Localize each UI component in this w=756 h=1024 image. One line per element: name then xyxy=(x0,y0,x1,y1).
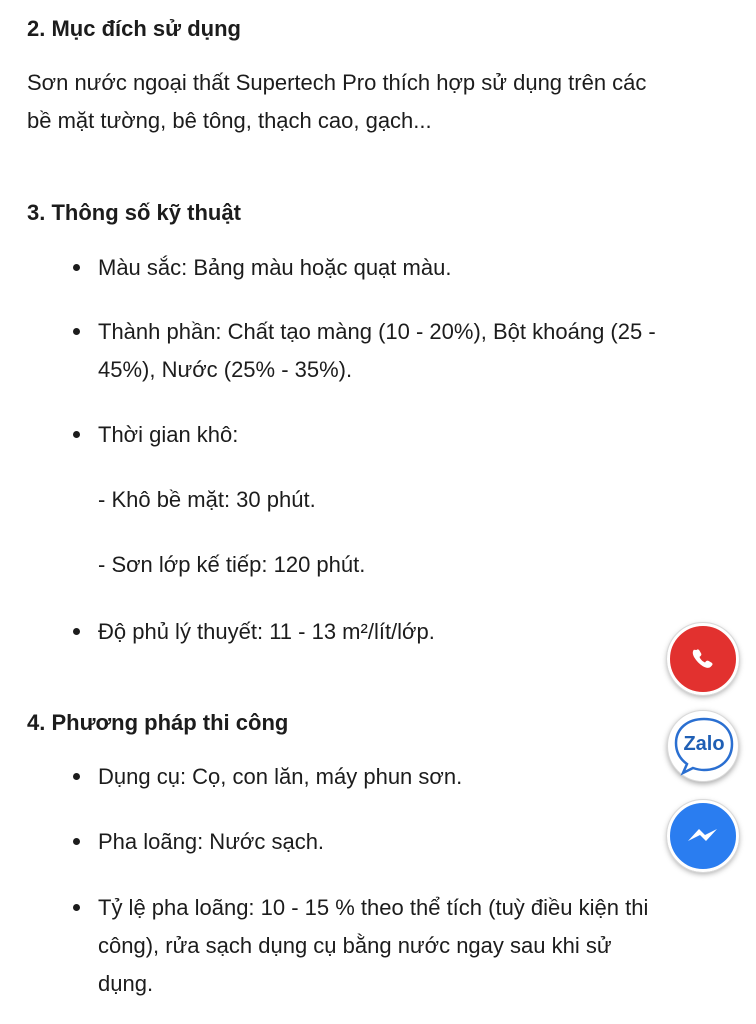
list-item-colors: Màu sắc: Bảng màu hoặc quạt màu. xyxy=(98,249,732,287)
zalo-label: Zalo xyxy=(683,733,725,755)
section-heading-specs: 3. Thông số kỹ thuật xyxy=(27,200,241,225)
messenger-button[interactable] xyxy=(667,800,739,872)
surface-dry-text: - Khô bề mặt: 30 phút. xyxy=(98,487,316,512)
bullet xyxy=(73,773,80,780)
call-button[interactable] xyxy=(667,623,739,695)
purpose-line-2: bề mặt tường, bê tông, thạch cao, gạch... xyxy=(27,108,432,133)
bullet xyxy=(73,838,80,845)
bullet xyxy=(73,431,80,438)
next-coat-text: - Sơn lớp kế tiếp: 120 phút. xyxy=(98,552,366,577)
bullet xyxy=(73,264,80,271)
purpose-line-1: Sơn nước ngoại thất Supertech Pro thích hợp sử dụng trên các xyxy=(27,70,647,95)
zalo-button[interactable] xyxy=(667,710,739,782)
bullet xyxy=(73,328,80,335)
list-item-coverage: Độ phủ lý thuyết: 11 - 13 m²/lít/lớp. xyxy=(98,613,732,651)
list-item-tools: Dụng cụ: Cọ, con lăn, máy phun sơn. xyxy=(98,758,732,796)
list-item-ratio: Tỷ lệ pha loãng: 10 - 15 % theo thể tích (tuỳ điều kiện thi công), rửa sạch dụng cụ bằng nước ngay sau khi sử dụng. xyxy=(98,889,732,1003)
list-item-dry-time: Thời gian khô: xyxy=(98,416,732,454)
bullet xyxy=(73,628,80,635)
list-item-composition: Thành phần: Chất tạo màng (10 - 20%), Bột khoáng (25 - 45%), Nước (25% - 35%). xyxy=(98,313,732,389)
section-heading-purpose: 2. Mục đích sử dụng xyxy=(27,16,241,41)
list-item-thinning: Pha loãng: Nước sạch. xyxy=(98,823,732,861)
purpose-paragraph xyxy=(27,64,732,140)
bullet xyxy=(73,904,80,911)
phone-icon xyxy=(670,626,736,692)
section-heading-application: 4. Phương pháp thi công xyxy=(27,710,289,735)
messenger-icon xyxy=(670,803,736,869)
